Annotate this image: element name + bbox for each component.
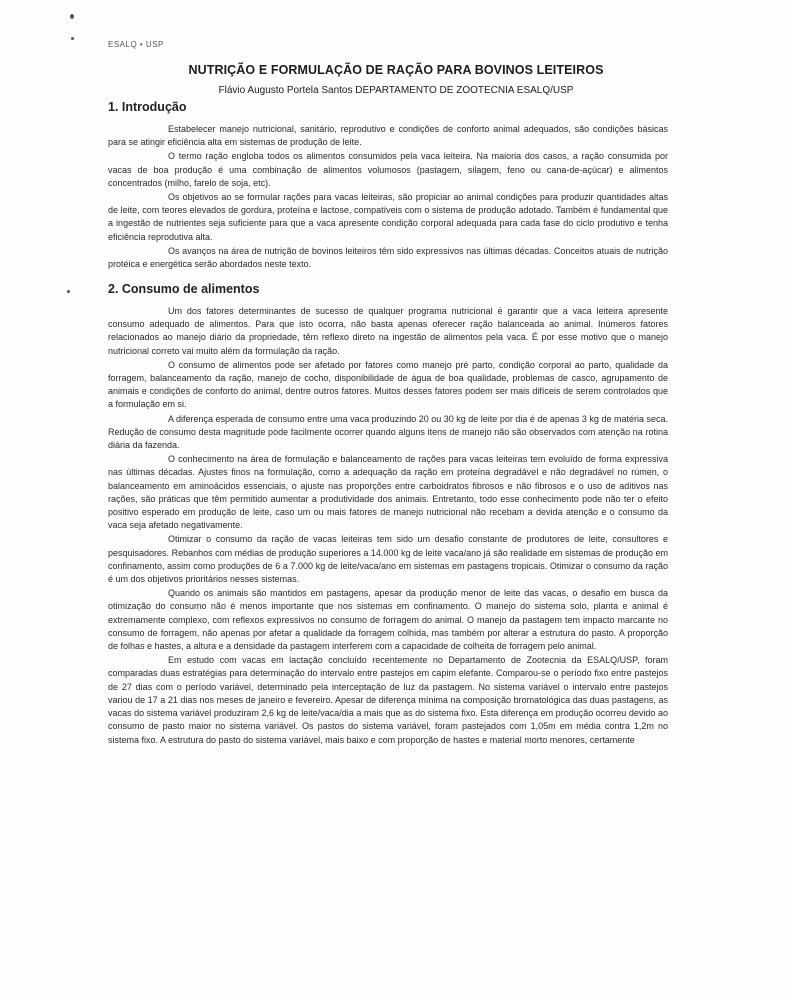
scan-speck [70, 14, 74, 19]
section-heading: 2. Consumo de alimentos [108, 282, 260, 296]
scan-speck [71, 37, 74, 40]
paragraph: Os avanços na área de nutrição de bovinos leiteiros têm sido expressivos nas últimas décadas. Conceitos atuais de nutrição protéica e energética serão abordados neste texto. [108, 245, 668, 270]
paragraph: Estabelecer manejo nutricional, sanitário, reprodutivo e condições de conforto animal adequados, são condições básicas para se atingir eficiência alta em sistemas de produção de leite. [108, 124, 668, 148]
paragraph: Um dos fatores determinantes de sucesso de qualquer programa nutricional é garantir que a vaca leiteira apresente consumo adequado de alimentos. Para que isto ocorra, não basta apenas oferecer ração balanceada ao animal. Inúmeros fatores relacionados ao manejo diário da propriedade, têm reflexo direto na ingestão de alimentos pela vaca. É por esse motivo que o manejo nutricional correto vai muito além da formulação da ração. [108, 306, 668, 356]
paragraph: Otimizar o consumo da ração de vacas leiteiras tem sido um desafio constante de produtores de leite, consultores e pesquisadores. Rebanhos com médias de produção superiores a 14.000 kg de leite vaca/ano já são realidade em sistemas de produção em confinamento, assim como produções de 6 a 7.000 kg de leite/vaca/ano em sistemas em pastagens tropicais. Otimizar o consumo da ração é um dos objetivos prioritários nesses sistemas. [108, 534, 668, 585]
scan-speck [67, 290, 70, 293]
running-head: ESALQ • USP [108, 40, 164, 49]
section-consumo-de-alimentos [108, 282, 668, 748]
paragraph: Os objetivos ao se formular rações para vacas leiteiras, são propiciar ao animal condições para produzir quantidades altas de leite, com teores elevados de gordura, proteína e lactose, compatíveis com o sistema de produção adotado. Também é fundamental que a ingestão de nutrientes seja suficiente para que a vaca apresente condição corporal adequada para cada fase do ciclo produtivo e tenha eficiência reprodutiva alta. [108, 192, 668, 242]
paragraph: Quando os animais são mantidos em pastagens, apesar da produção menor de leite das vacas, o desafio em busca da otimização do consumo não é menos importante que nos sistemas em confinamento. O manejo do sistema solo, planta e animal é extremamente complexo, com reflexos expressivos no consumo de forragem do animal. O manejo da pastagem tem impacto marcante no consumo de forragem, não apenas por afetar a qualidade da forragem colhida, mas também por alterar a estrutura do pasto. A proporção de folhas e hastes, a altura e a densidade da pastagem interferem com a capacidade de colheita de forragem pelo animal. [108, 588, 668, 652]
paragraph: A diferença esperada de consumo entre uma vaca produzindo 20 ou 30 kg de leite por dia é de apenas 3 kg de matéria seca. Redução de consumo desta magnitude pode facilmente ocorrer quando alguns itens de manejo não são observados com atenção na rotina diária da fazenda. [108, 413, 668, 451]
paragraph: O consumo de alimentos pode ser afetado por fatores como manejo pré parto, condição corporal ao parto, qualidade da forragem, balanceamento da ração, manejo de cocho, disponibilidade de água de boa qualidade, problemas de casco, agrupamento de animais e condições de conforto do animal, dentre outros fatores. Muitos desses fatores podem ser mais difíceis de serem controlados que a formulação em si. [108, 359, 668, 410]
document-authors: Flávio Augusto Portela Santos DEPARTAMENTO DE ZOOTECNIA ESALQ/USP [218, 85, 574, 96]
paragraph: O conhecimento na área de formulação e balanceamento de rações para vacas leiteiras tem evoluído de forma expressiva nas últimas décadas. Ajustes finos na formulação, como a adequação da ração em proteína degradável e não degradável no rúmen, o balanceamento em aminoácidos essenciais, o ajuste nas proporções entre carboidratos fibrosos e não fibrosos e o uso de aditivos nas rações, são práticas que têm permitido aumentar a produtividade dos animais. Entretanto, todo esse conhecimento pode não ter o efeito positivo esperado em produção de leite, caso um ou mais fatores de manejo nutricional não recebam a devida atenção e o consumo da vaca seja afetado negativamente. [108, 454, 668, 531]
section-heading: 1. Introdução [108, 100, 187, 114]
paragraph: Em estudo com vacas em lactação concluído recentemente no Departamento de Zootecnia da ESALQ/USP, foram comparadas duas estratégias para determinação do intervalo entre pastejos em capim elefante. Comparou-se o período fixo entre pastejos de 27 dias com o período variável, determinado pela interceptação de luz da pastagem. No sistema variável o intervalo entre pastejos variou de 17 a 21 dias nos meses de janeiro e fevereiro. Apesar de diferença mínima na composição bromatológica das duas pastagens, as vacas do sistema variável produziram 2,6 kg de leite/vaca/dia a mais que as do sistema fixo. Esta diferença em produção ocorreu devido ao consumo de pasto maior no sistema variável. Os pastos do sistema variável, foram pastejados com 1,05m em média contra 1,2m no sistema fixo. A estrutura do pasto do sistema variável, mais baixo e com proporção de hastes e material morto menores, certamente [108, 655, 668, 745]
paragraph: O termo ração engloba todos os alimentos consumidos pela vaca leiteira. Na maioria dos casos, a ração consumida por vacas de boa produção é uma combinação de alimentos volumosos (pastagem, silagem, feno ou cana-de-açúcar) e alimentos concentrados (milho, farelo de soja, etc). [108, 151, 668, 188]
document-title: NUTRIÇÃO E FORMULAÇÃO DE RAÇÃO PARA BOVINOS LEITEIROS [188, 63, 604, 77]
section-introducao [108, 100, 668, 272]
